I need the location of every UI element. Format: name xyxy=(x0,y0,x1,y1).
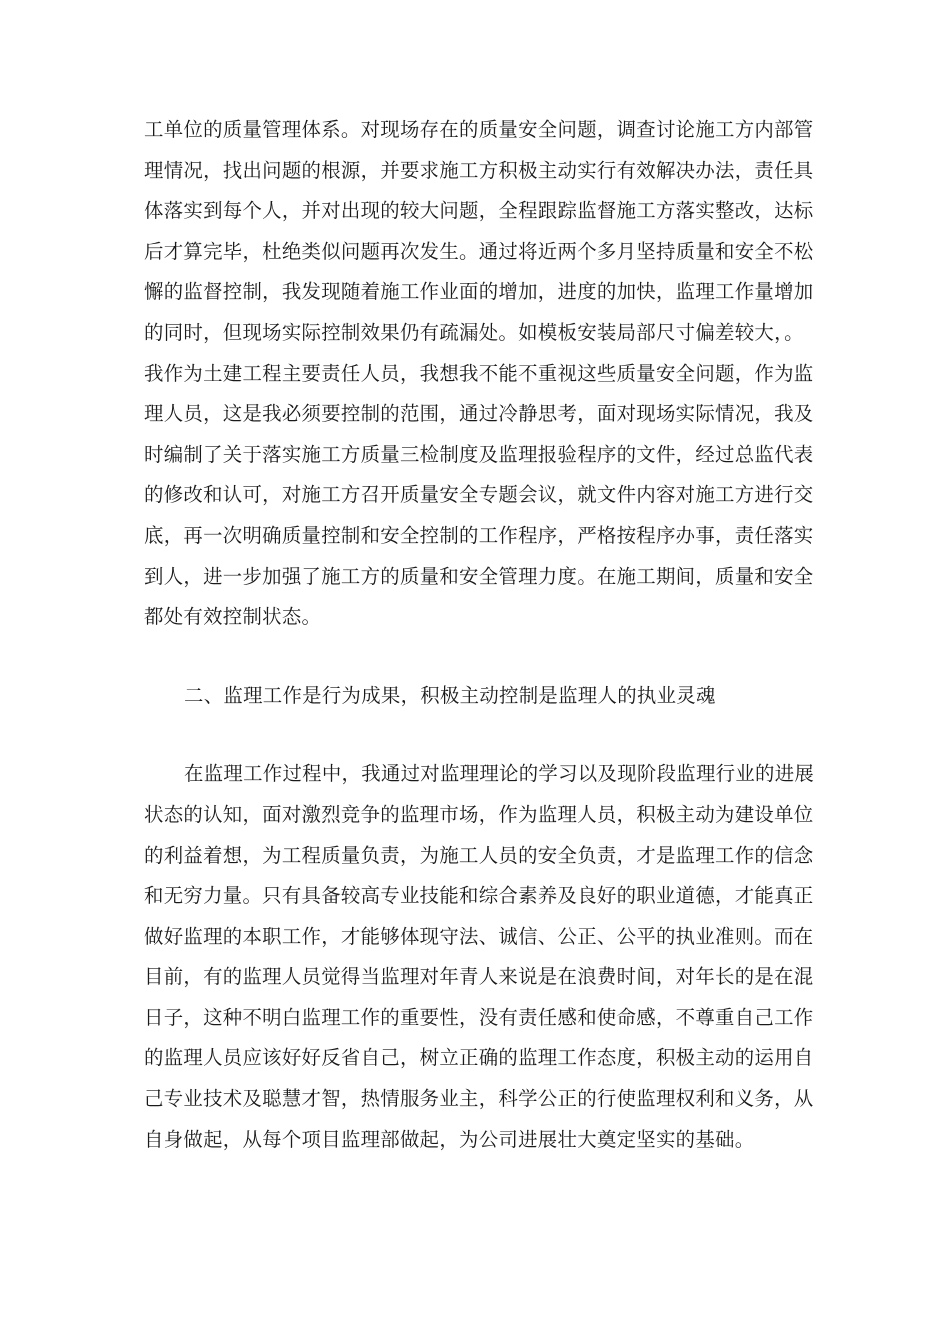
text-line: 工单位的质量管理体系。对现场存在的质量安全问题，调查讨论施工方内部管 xyxy=(144,118,814,141)
section-heading: 二、监理工作是行为成果，积极主动控制是监理人的执业灵魂 xyxy=(184,683,716,707)
body-paragraph-1 xyxy=(144,110,814,638)
text-line: 日子，这种不明白监理工作的重要性，没有责任感和使命感，不尊重自己工作 xyxy=(144,1005,814,1029)
text-line: 自身做起，从每个项目监理部做起，为公司进展壮大奠定坚实的基础。 xyxy=(144,1127,755,1151)
text-line: 的修改和认可，对施工方召开质量安全专题会议，就文件内容对施工方进行交 xyxy=(144,483,814,507)
text-line: 做好监理的本职工作，才能够体现守法、诚信、公正、公平的执业准则。而在 xyxy=(144,924,814,948)
text-line: 理情况，找出问题的根源，并要求施工方积极主动实行有效解决办法，责任具 xyxy=(144,158,814,182)
text-line: 体落实到每个人，并对出现的较大问题，全程跟踪监督施工方落实整改，达标 xyxy=(144,199,814,223)
text-line: 在监理工作过程中，我通过对监理理论的学习以及现阶段监理行业的进展 xyxy=(184,762,815,786)
document-page xyxy=(144,110,815,1160)
text-line: 状态的认知，面对激烈竞争的监理市场，作为监理人员，积极主动为建设单位 xyxy=(144,802,814,826)
text-line: 时编制了关于落实施工方质量三检制度及监理报验程序的文件，经过总监代表 xyxy=(144,442,814,466)
text-line: 我作为土建工程主要责任人员，我想我不能不重视这些质量安全问题，作为监 xyxy=(144,361,814,385)
text-line: 底，再一次明确质量控制和安全控制的工作程序，严格按程序办事，责任落实 xyxy=(144,523,814,547)
text-line: 都处有效控制状态。 xyxy=(144,605,322,629)
text-line: 的利益着想，为工程质量负责，为施工人员的安全负责，才是监理工作的信念 xyxy=(144,843,814,867)
text-line: 的监理人员应该好好反省自己，树立正确的监理工作态度，积极主动的运用自 xyxy=(144,1046,814,1070)
text-line: 和无穷力量。只有具备较高专业技能和综合素养及良好的职业道德，才能真正 xyxy=(144,884,814,908)
text-line: 己专业技术及聪慧才智，热情服务业主，科学公正的行使监理权利和义务，从 xyxy=(144,1087,814,1111)
body-paragraph-2 xyxy=(144,754,815,1160)
text-line: 到人，进一步加强了施工方的质量和安全管理力度。在施工期间，质量和安全 xyxy=(144,564,814,588)
text-line: 理人员，这是我必须要控制的范围，通过冷静思考，面对现场实际情况，我及 xyxy=(144,402,814,426)
text-line: 懈的监督控制，我发现随着施工作业面的增加，进度的加快，监理工作量增加 xyxy=(144,280,814,304)
text-line: 的同时，但现场实际控制效果仍有疏漏处。如模板安装局部尺寸偏差较大，。 xyxy=(144,320,804,344)
text-line: 目前，有的监理人员觉得当监理对年青人来说是在浪费时间，对年长的是在混 xyxy=(144,965,814,989)
text-line: 后才算完毕，杜绝类似问题再次发生。通过将近两个多月坚持质量和安全不松 xyxy=(144,239,814,263)
